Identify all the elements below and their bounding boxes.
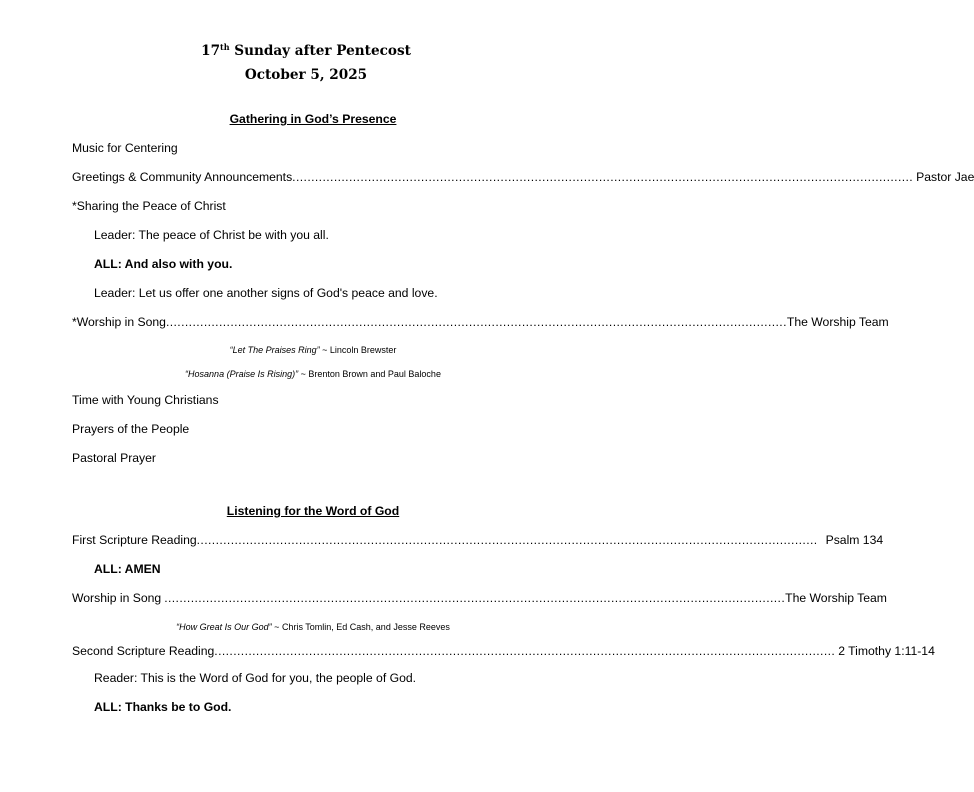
dot-leader: .................................................................................................................................................................... — [292, 170, 914, 184]
item-label: Worship in Song — [72, 591, 162, 605]
item-music-for-centering: Music for Centering — [72, 141, 178, 155]
dot-leader: .................................................................................................................................................................... — [165, 315, 787, 329]
response-amen: ALL: AMEN — [94, 562, 161, 576]
song-title: “How Great Is Our God” — [176, 622, 272, 632]
song-3: “How Great Is Our God” ~ Chris Tomlin, Ed Cash, and Jesse Reeves — [176, 622, 450, 632]
item-reference: Psalm 134 — [825, 533, 884, 547]
leader-line-2: Leader: Let us offer one another signs of God's peace and love. — [94, 286, 438, 300]
item-leader: Pastor Jae — [916, 170, 974, 184]
section-heading-gathering: Gathering in God’s Presence — [229, 112, 397, 126]
dot-leader: .................................................................................................................................................................... — [196, 533, 818, 547]
item-second-reading — [72, 644, 935, 659]
service-date: October 5, 2025 — [244, 67, 368, 83]
song-2: “Hosanna (Praise Is Rising)” ~ Brenton Brown and Paul Baloche — [185, 369, 441, 379]
song-1: “Let The Praises Ring” ~ Lincoln Brewster — [229, 345, 397, 355]
reader-line: Reader: This is the Word of God for you, the people of God. — [94, 671, 417, 685]
dot-leader: .................................................................................................................................................................... — [214, 644, 836, 658]
dot-leader: .................................................................................................................................................................... — [164, 591, 786, 605]
item-label: First Scripture Reading — [72, 533, 197, 547]
item-label: Second Scripture Reading — [72, 644, 215, 658]
item-label: *Worship in Song — [72, 315, 166, 329]
item-sharing-peace: *Sharing the Peace of Christ — [72, 199, 226, 213]
item-prayers-of-people: Prayers of the People — [72, 422, 190, 436]
response-line-1: ALL: And also with you. — [94, 257, 233, 271]
song-title: “Hosanna (Praise Is Rising)” — [185, 369, 299, 379]
leader-line-1: Leader: The peace of Christ be with you all. — [94, 228, 329, 242]
section-heading-listening: Listening for the Word of God — [226, 504, 400, 518]
item-first-reading — [72, 533, 884, 548]
song-title: “Let The Praises Ring” — [229, 345, 320, 355]
song-artist: Brenton Brown and Paul Baloche — [308, 369, 441, 379]
service-title: 17th Sunday after Pentecost — [201, 42, 411, 59]
item-pastoral-prayer: Pastoral Prayer — [72, 451, 156, 465]
item-label: Greetings & Community Announcements — [72, 170, 293, 184]
item-reference: 2 Timothy 1:11-14 — [838, 644, 935, 658]
response-thanks: ALL: Thanks be to God. — [94, 700, 232, 714]
item-young-christians: Time with Young Christians — [72, 393, 219, 407]
item-greetings — [72, 170, 974, 185]
item-worship-in-song-1 — [72, 315, 889, 330]
song-artist: Chris Tomlin, Ed Cash, and Jesse Reeves — [281, 622, 450, 632]
song-artist: Lincoln Brewster — [329, 345, 397, 355]
item-leader: The Worship Team — [785, 591, 887, 605]
item-worship-in-song-2 — [72, 591, 887, 606]
item-leader: The Worship Team — [786, 315, 889, 329]
